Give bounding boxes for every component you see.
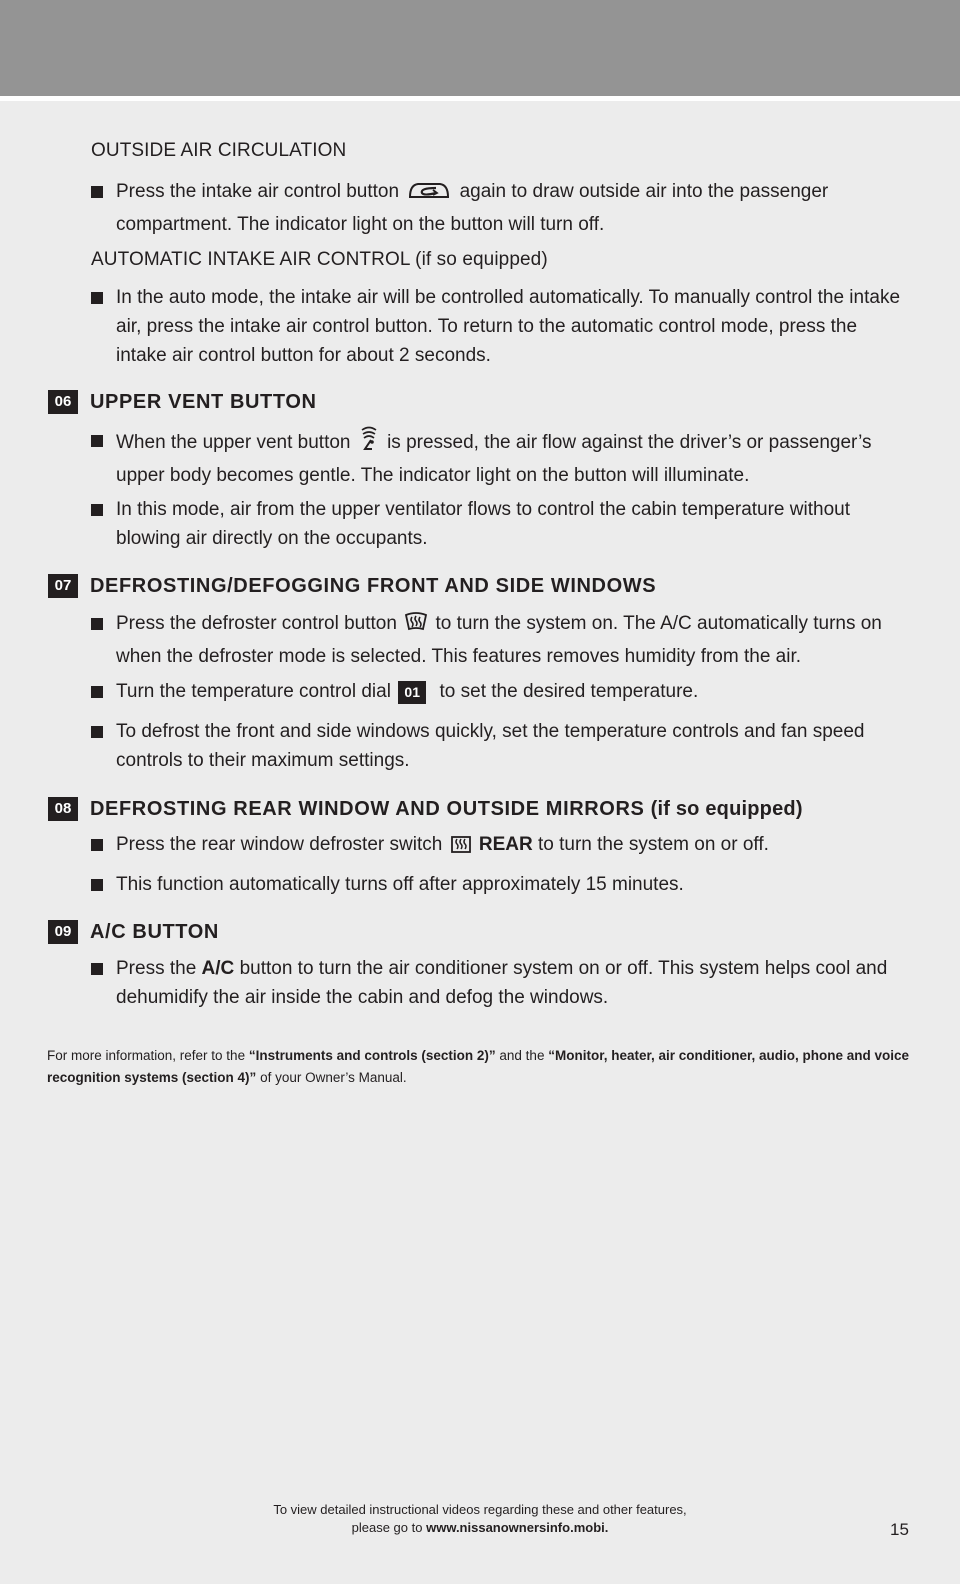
bullet-square xyxy=(91,186,103,198)
section-title: DEFROSTING REAR WINDOW AND OUTSIDE MIRRORS (if so equipped) xyxy=(90,798,803,820)
bullet-square xyxy=(91,839,103,851)
bullet-defrost-rear-2: This function automatically turns off after approximately 15 minutes. xyxy=(91,870,911,899)
subhead-outside-air: OUTSIDE AIR CIRCULATION xyxy=(91,140,347,161)
bullet-upper-vent-1: When the upper vent button is pressed, the air flow against the driver’s or passenger’s upper body becomes gentle. The indicator light on the button will illuminate. xyxy=(91,426,911,490)
header-band xyxy=(0,0,960,96)
section-number: 07 xyxy=(48,574,78,598)
upper-vent-icon xyxy=(358,426,380,461)
manual-reference-section-4: “Monitor, heater, air conditioner, audio, phone and voice recognition systems (section 4)” xyxy=(47,1048,910,1085)
bullet-outside-air: Press the intake air control button again to draw outside air into the passenger compartment. The indicator light on the button will turn off. xyxy=(91,177,911,239)
bullet-square xyxy=(91,726,103,738)
section-number: 08 xyxy=(48,797,78,821)
bullet-square xyxy=(91,435,103,447)
footer-line-2: please go to www.nissanownersinfo.mobi. xyxy=(351,1520,609,1535)
bullet-defrost-rear-1: Press the rear window defroster switch REAR to turn the system on or off. xyxy=(91,830,911,863)
section-title: UPPER VENT BUTTON xyxy=(90,391,317,413)
reference-footnote: For more information, refer to the “Instruments and controls (section 2)” and the “Monitor, heater, air conditioner, audio, phone and voice recognition systems (section 4)” of your Owner’s Manual. xyxy=(47,1048,910,1085)
section-title: A/C BUTTON xyxy=(90,921,219,943)
bullet-defrost-front-1: Press the defroster control button to turn the system on. The A/C automatically turns on when the defroster mode is selected. This features removes humidity from the air. xyxy=(91,609,911,671)
bullet-square xyxy=(91,504,103,516)
bullet-square xyxy=(91,292,103,304)
bullet-square xyxy=(91,686,103,698)
ac-label: A/C xyxy=(201,958,235,979)
bullet-square xyxy=(91,879,103,891)
bullet-auto-intake: In the auto mode, the intake air will be controlled automatically. To manually control the intake air, press the intake air control button. To return to the automatic control mode, press the intake air control button for about 2 seconds. xyxy=(91,283,911,370)
footer-line-1: To view detailed instructional videos regarding these and other features, xyxy=(273,1502,687,1517)
section-number: 09 xyxy=(48,920,78,944)
bullet-upper-vent-2: In this mode, air from the upper ventilator flows to control the cabin temperature without blowing air directly on the occupants. xyxy=(91,495,911,553)
website-link[interactable]: www.nissanownersinfo.mobi. xyxy=(426,1520,609,1535)
bullet-square xyxy=(91,618,103,630)
section-number: 06 xyxy=(48,390,78,414)
bullet-defrost-front-2: Turn the temperature control dial 01 to set the desired temperature. xyxy=(91,677,911,706)
front-defroster-icon xyxy=(404,611,428,642)
bullet-defrost-front-3: To defrost the front and side windows quickly, set the temperature controls and fan speed controls to their maximum settings. xyxy=(91,717,911,775)
bullet-ac-button: Press the A/C button to turn the air conditioner system on or off. This system helps cool and dehumidify the air inside the cabin and defog the windows. xyxy=(91,954,911,1012)
rear-label: REAR xyxy=(478,834,533,855)
dial-reference-badge: 01 xyxy=(398,681,426,704)
section-title: DEFROSTING/DEFOGGING FRONT AND SIDE WINDOWS xyxy=(90,575,657,597)
bullet-square xyxy=(91,963,103,975)
intake-air-icon xyxy=(406,179,452,210)
manual-reference-section-2: “Instruments and controls (section 2)” xyxy=(248,1048,496,1063)
subhead-auto-intake: AUTOMATIC INTAKE AIR CONTROL (if so equipped) xyxy=(91,249,548,270)
page-number: 15 xyxy=(890,1520,909,1539)
header-divider xyxy=(0,96,960,101)
rear-defroster-icon xyxy=(450,834,472,863)
